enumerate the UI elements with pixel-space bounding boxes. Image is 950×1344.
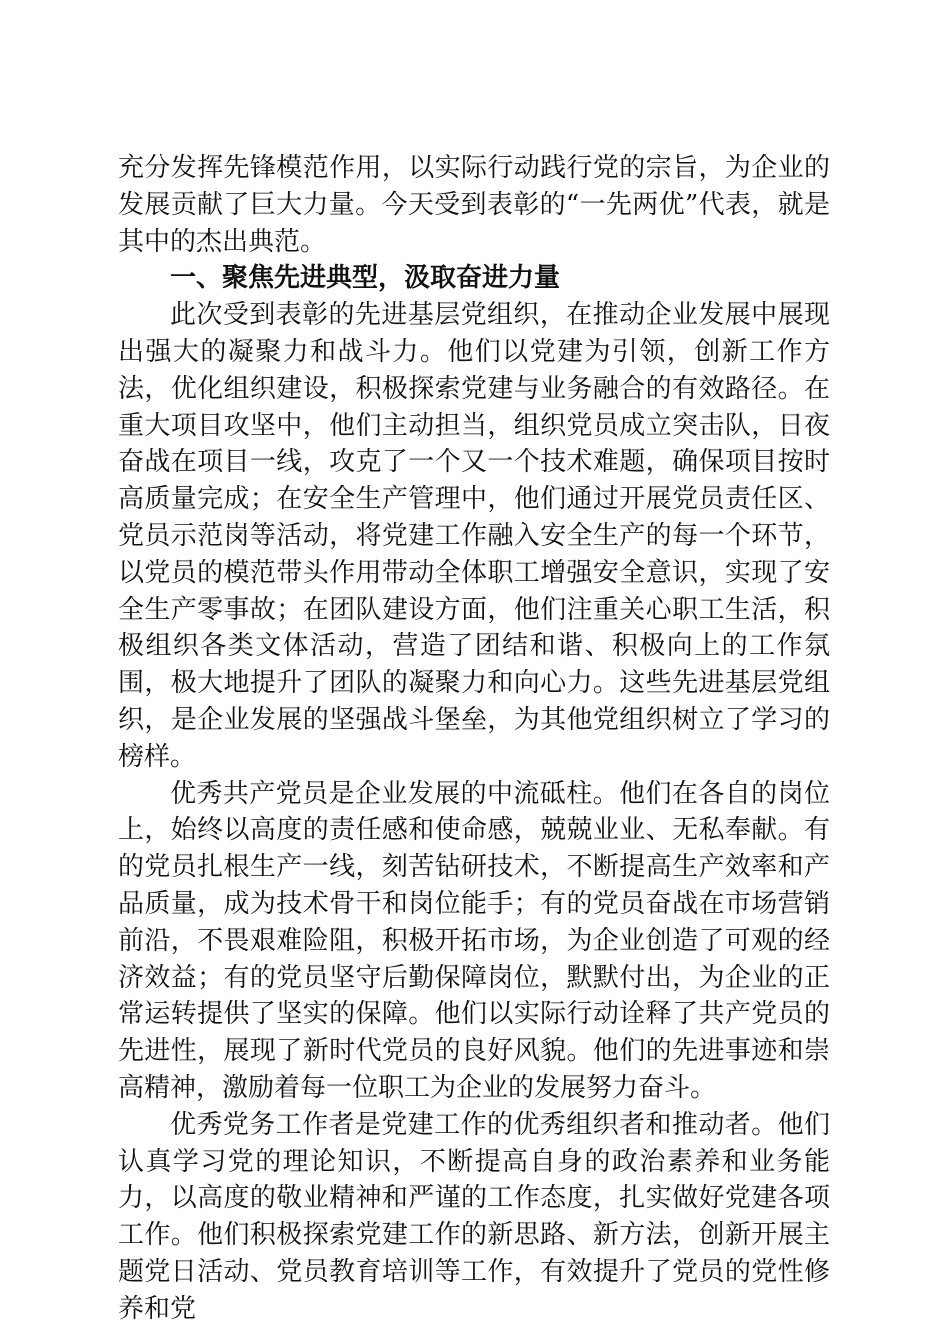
section-heading: 一、聚焦先进典型，汲取奋进力量 <box>170 263 561 294</box>
paragraph-outstanding-party-members: 优秀共产党员是企业发展的中流砥柱。他们在各自的岗位上，始终以高度的责任感和使命感，兢兢业业、无私奉献。有的党员扎根生产一线，刻苦钻研技术，不断提高生产效率和产品质量，成为技术骨干和岗位能手；有的党员奋战在市场营销前沿，不畏艰难险阻，积极开拓市场，为企业创造了可观的经济效益；有的党员坚守后勤保障岗位，默默付出，为企业的正常运转提供了坚实的保障。他们以实际行动诠释了共产党员的先进性，展现了新时代党员的良好风貌。他们的先进事迹和崇高精神，激励着每一位职工为企业的发展努力奋斗。 <box>118 778 830 1103</box>
document-body <box>118 150 830 1328</box>
paragraph-advanced-party-organizations: 此次受到表彰的先进基层党组织，在推动企业发展中展现出强大的凝聚力和战斗力。他们以党建为引领，创新工作方法，优化组织建设，积极探索党建与业务融合的有效路径。在重大项目攻坚中，他们主动担当，组织党员成立突击队，日夜奋战在项目一线，攻克了一个又一个技术难题，确保项目按时高质量完成；在安全生产管理中，他们通过开展党员责任区、党员示范岗等活动，将党建工作融入安全生产的每一个环节，以党员的模范带头作用带动全体职工增强安全意识，实现了安全生产零事故；在团队建设方面，他们注重关心职工生活，积极组织各类文体活动，营造了团结和谐、积极向上的工作氛围，极大地提升了团队的凝聚力和向心力。这些先进基层党组织，是企业发展的坚强战斗堡垒，为其他党组织树立了学习的榜样。 <box>118 300 830 772</box>
paragraph-continuation: 充分发挥先锋模范作用，以实际行动践行党的宗旨，为企业的发展贡献了巨大力量。今天受到表彰的“一先两优”代表，就是其中的杰出典范。 <box>118 153 830 257</box>
paragraph-outstanding-party-workers: 优秀党务工作者是党建工作的优秀组织者和推动者。他们认真学习党的理论知识，不断提高自身的政治素养和业务能力，以高度的敬业精神和严谨的工作态度，扎实做好党建各项工作。他们积极探索党建工作的新思路、新方法，创新开展主题党日活动、党员教育培训等工作，有效提升了党员的党性修养和党 <box>118 1109 830 1324</box>
